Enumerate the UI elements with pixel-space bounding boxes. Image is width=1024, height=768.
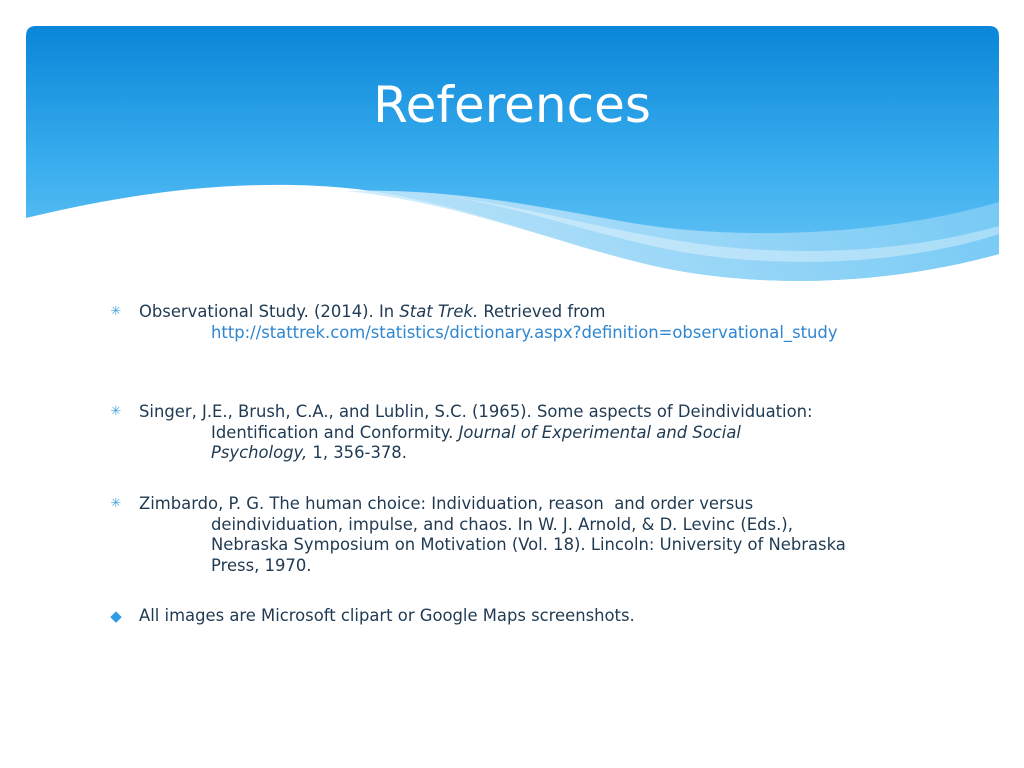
list-item <box>108 302 928 343</box>
reference-text: Observational Study. (2014). In <box>139 302 400 321</box>
reference-text: Retrieved from <box>478 302 606 321</box>
list-item <box>108 606 635 627</box>
diamond-icon: ◆ <box>110 607 122 625</box>
list-item <box>108 494 846 576</box>
reference-line <box>139 423 813 444</box>
list-item <box>108 402 813 464</box>
asterisk-icon: ✳ <box>110 304 122 319</box>
reference-line: deindividuation, impulse, and chaos. In W. J. Arnold, & D. Levinc (Eds.), <box>211 514 793 534</box>
references-list <box>108 302 928 625</box>
reference-line <box>139 443 813 464</box>
reference-text: 1, 356-378. <box>307 443 407 462</box>
asterisk-icon: ✳ <box>110 404 122 419</box>
header-banner <box>26 26 999 286</box>
reference-line: Zimbardo, P. G. The human choice: Individuation, reason and order versus <box>139 494 754 513</box>
reference-journal: Journal of Experimental and Social <box>458 422 741 442</box>
slide-title: References <box>373 76 651 134</box>
reference-line: All images are Microsoft clipart or Google Maps screenshots. <box>139 606 635 625</box>
reference-link[interactable]: http://stattrek.com/statistics/dictionary.aspx?definition=observational_study <box>211 322 838 342</box>
reference-line: Singer, J.E., Brush, C.A., and Lublin, S.C. (1965). Some aspects of Deindividuation: <box>139 402 813 421</box>
reference-line: Nebraska Symposium on Motivation (Vol. 18). Lincoln: University of Nebraska <box>211 535 846 554</box>
reference-line: Press, 1970. <box>211 555 312 575</box>
reference-journal: Psychology, <box>211 443 308 462</box>
reference-line <box>139 302 928 323</box>
reference-source-title: Stat Trek. <box>399 302 479 321</box>
reference-text: Identification and Conformity. <box>211 422 459 442</box>
header-wave-graphic <box>26 26 999 286</box>
asterisk-icon: ✳ <box>110 496 122 511</box>
